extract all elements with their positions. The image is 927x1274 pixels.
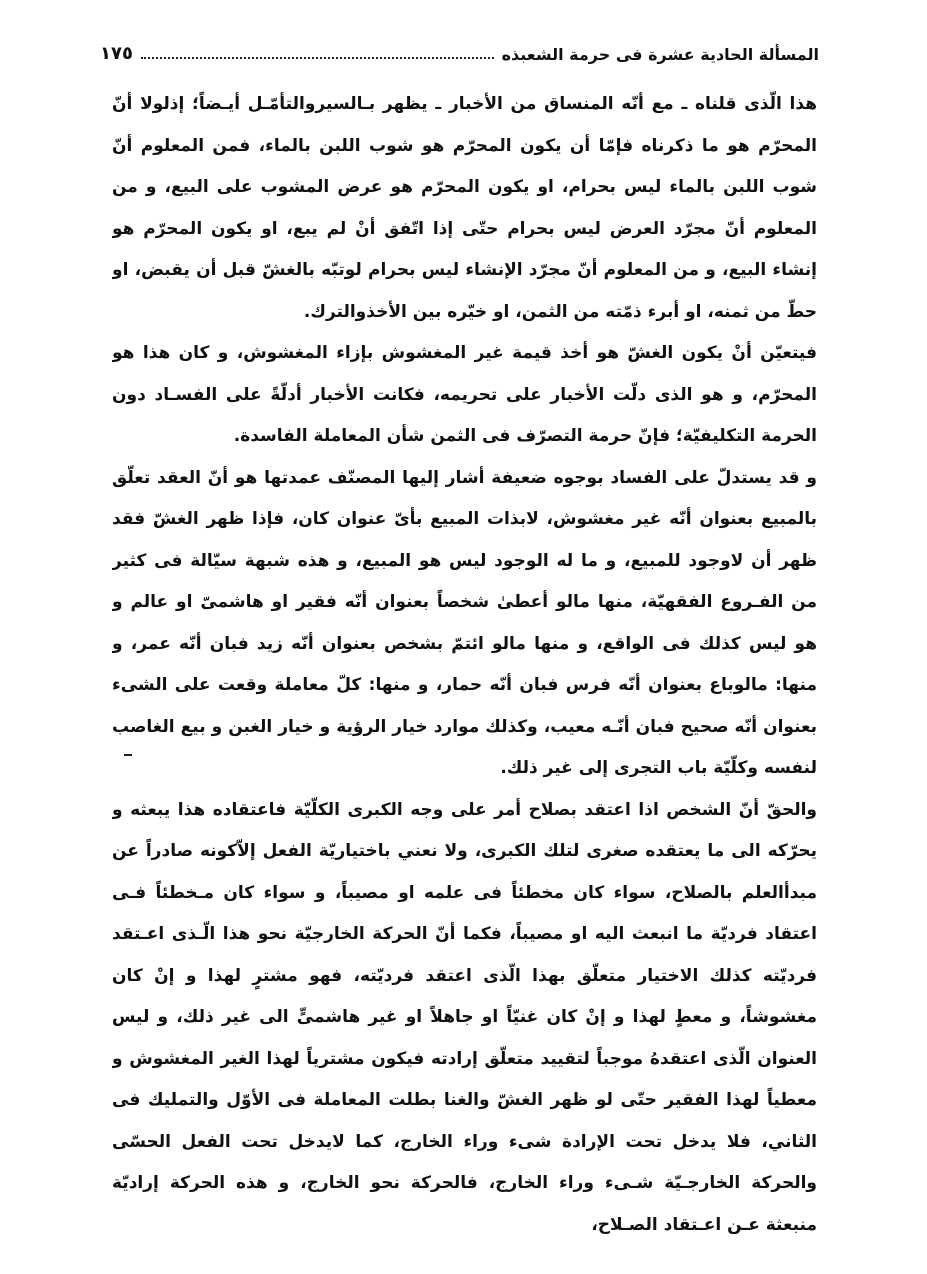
paragraph-2: فيتعيّن أنْ يكون الغشّ هو أخذ قيمة غير المغشوش بإزاء المغشوش، و كان هذا هو المحرّم، و هو الذى دلّت الأخبار على تحريمه، فكانت الأخبار أدلّةً على الفسـاد دون الحرمة التكليفيّة؛ فإنّ حرمة التصرّف فى الثمن شأن المعاملة الفاسدة. (112, 343, 817, 446)
paragraph-4: والحقّ أنّ الشخص اذا اعتقد بصلاح أمر على وجه الكبرى الكلّيّة فاعتقاده هذا يبعثه و يحرّكه الى ما يعتقده صغرى لتلك الكبرى، ولا نعني باختياريّة الفعل إلاّكونه صادراً عن مبدأالعلم بالصلاح، سواء كان مخطئاً فى علمه او مصيباً، و سواء كان مـخطئاً فـى اعتقاد فرديّة ما انبعث اليه او مصيباً، فكما أنّ الحركة الخارجيّة نحو هذا الّـذى اعـتقد فرديّته كذلك الاختيار متعلّق بهذا الّذى اعتقد فرديّته، فهو مشترٍ لهذا و إنْ كان مغشوشاً، و معطٍ لهذا و إنْ كان غنيّاً او جاهلاً او غير هاشمىٍّ الى غير ذلك، و ليس العنوان الّذى اعتقدهُ موجباً لتقييد متعلّق إرادته فيكون مشترياً لهذا الغير المغشوش و معطياً لهذا الفقير حتّى لو ظهر الغشّ والغنا بطلت المعاملة فى الأوّل والتمليك فى الثاني، فلا يدخل تحت الإرادة شىء وراء الخارج، كما لايدخل تحت الفعل الحسّى والحركة الخارجـيّة شـىء وراء الخارج، فالحركة نحو الخارج، و هذه الحركة إراديّة منبعثة عـن اعـتقاد الصـلاح، (112, 799, 817, 1234)
dotted-leader (141, 57, 494, 59)
body-text (112, 84, 817, 1234)
page-number: ١٧٥ (100, 43, 133, 64)
chapter-title: المسألة الحادية عشرة فى حرمة الشعبذه (501, 45, 819, 64)
paragraph-3: و قد يستدلّ على الفساد بوجوه ضعيفة أشار إليها المصنّف عمدتها هو أنّ العقد تعلّق بالمبيع بعنوان أنّه غير مغشوش، لابذات المبيع بأىّ عنوان كان، فإذا ظهر الغشّ فقد ظهر أن لاوجود للمبيع، و ما له الوجود ليس هو المبيع، و هذه شبهة سيّالة فى كثير من الفـروع الفقهيّة، منها مالو أعطىٰ شخصاً بعنوان أنّه فقير او هاشمىّ او عالم و هو ليس كذلك فى الواقع، و منها مالو ائتمّ بشخص بعنوان أنّه زيد فبان أنّه عمر، و منها: مالوباع بعنوان أنّه فرس فبان أنّه حمار، و منها: كلّ معاملة وقعت على الشىء بعنوان أنّه صحيح فبان أنّـه معيب، وكذلك موارد خيار الرؤية و خيار الغبن و بيع الغاصب لنفسه وكلّيّة باب التجرى إلى غير ذلك. (112, 467, 817, 778)
paragraph-1: هذا الّذى قلناه ـ مع أنّه المنساق من الأخبار ـ يظهر بـالسيروالتأمّـل أيـضاً؛ إذلولا أنّ المحرّم هو ما ذكرناه فإمّا أن يكون المحرّم هو شوب اللبن بالماء، فمن المعلوم أنّ شوب اللبن بالماء ليس بحرام، او يكون المحرّم هو عرض المشوب على البيع، و من المعلوم أنّ مجرّد العرض ليس بحرام حتّى إذا اتّفق أنْ لم يبع، او يكون المحرّم هو إنشاء البيع، و من المعلوم أنّ مجرّد الإنشاء ليس بحرام لوتبّه بالغشّ قبل أن يقبض، او حطّ من ثمنه، او أبرء ذمّته من الثمن، او خيّره بين الأخذوالترك. (112, 94, 817, 322)
stray-mark (124, 754, 132, 756)
running-header (100, 34, 819, 64)
